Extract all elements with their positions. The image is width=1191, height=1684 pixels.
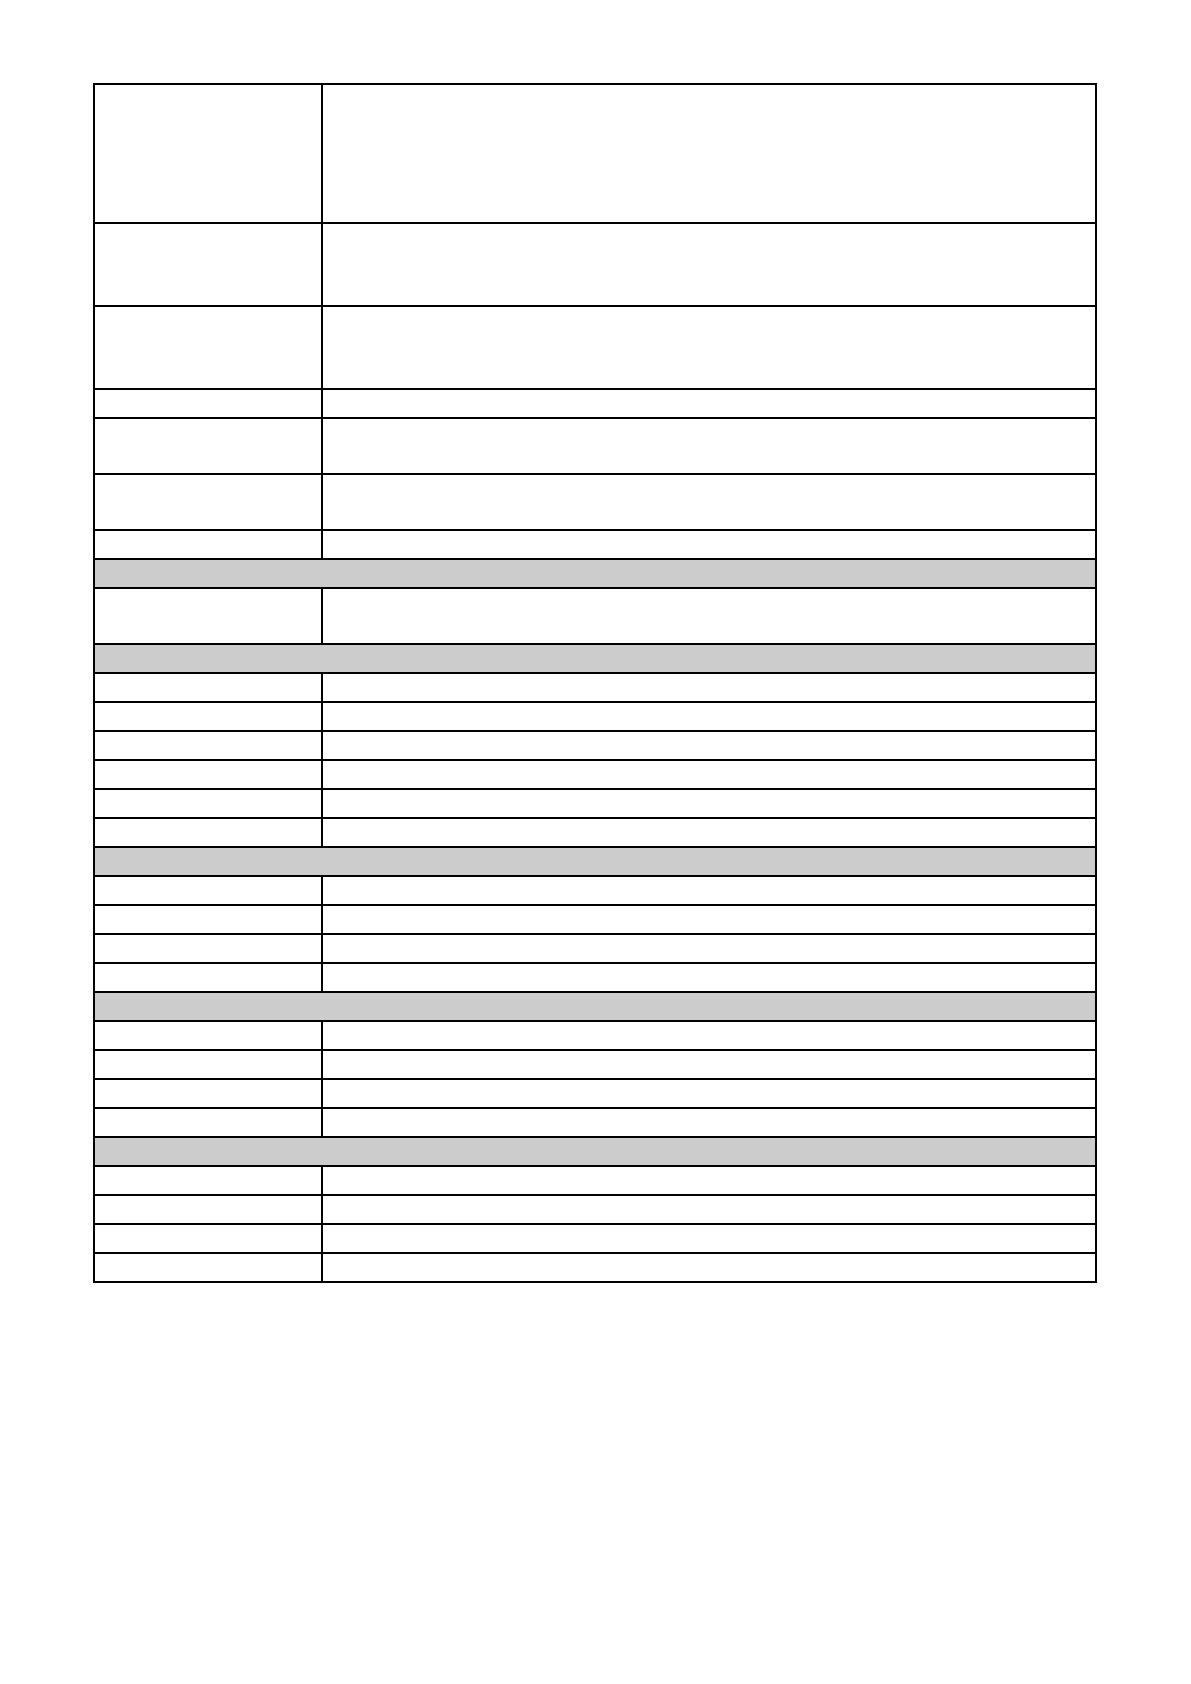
field-label [94, 1253, 322, 1282]
form-row [94, 673, 1096, 702]
field-label [94, 1224, 322, 1253]
form-row [94, 530, 1096, 559]
field-value [322, 223, 1096, 306]
field-label [94, 905, 322, 934]
field-value [322, 760, 1096, 789]
field-label [94, 306, 322, 389]
field-value [322, 1108, 1096, 1137]
field-value [322, 818, 1096, 847]
field-label [94, 418, 322, 474]
field-value [322, 702, 1096, 731]
field-value [322, 905, 1096, 934]
field-label [94, 1108, 322, 1137]
field-label [94, 934, 322, 963]
section-header [94, 992, 1096, 1021]
form-row [94, 760, 1096, 789]
field-value [322, 1224, 1096, 1253]
field-value [322, 306, 1096, 389]
form-row [94, 588, 1096, 644]
field-label [94, 389, 322, 418]
field-label [94, 673, 322, 702]
field-label [94, 789, 322, 818]
field-value [322, 876, 1096, 905]
field-label [94, 876, 322, 905]
field-value [322, 673, 1096, 702]
field-value [322, 1050, 1096, 1079]
field-label [94, 760, 322, 789]
field-value [322, 1253, 1096, 1282]
form-row [94, 905, 1096, 934]
field-value [322, 1166, 1096, 1195]
field-value [322, 731, 1096, 760]
field-label [94, 223, 322, 306]
form-row [94, 1108, 1096, 1137]
field-value [322, 934, 1096, 963]
form-row [94, 223, 1096, 306]
section-header [94, 644, 1096, 673]
form-row [94, 1166, 1096, 1195]
section-header-row [94, 992, 1096, 1021]
field-value [322, 588, 1096, 644]
field-value [322, 474, 1096, 530]
field-label [94, 702, 322, 731]
section-header-row [94, 644, 1096, 673]
form-row [94, 789, 1096, 818]
field-label [94, 731, 322, 760]
field-label [94, 963, 322, 992]
form-row [94, 306, 1096, 389]
form-row [94, 731, 1096, 760]
field-label [94, 530, 322, 559]
field-label [94, 1021, 322, 1050]
form-row [94, 84, 1096, 223]
section-header-row [94, 559, 1096, 588]
form-row [94, 1021, 1096, 1050]
field-value [322, 963, 1096, 992]
form-row [94, 389, 1096, 418]
form-table [93, 83, 1097, 1283]
field-value [322, 1021, 1096, 1050]
field-label [94, 84, 322, 223]
field-value [322, 1195, 1096, 1224]
field-label [94, 1050, 322, 1079]
form-row [94, 702, 1096, 731]
field-value [322, 530, 1096, 559]
field-label [94, 474, 322, 530]
form-row [94, 418, 1096, 474]
form-row [94, 963, 1096, 992]
section-header [94, 1137, 1096, 1166]
field-value [322, 789, 1096, 818]
field-label [94, 588, 322, 644]
field-label [94, 1166, 322, 1195]
form-row [94, 1253, 1096, 1282]
section-header [94, 847, 1096, 876]
field-label [94, 1079, 322, 1108]
form-row [94, 934, 1096, 963]
section-header [94, 559, 1096, 588]
form-row [94, 1195, 1096, 1224]
field-value [322, 84, 1096, 223]
field-label [94, 1195, 322, 1224]
field-label [94, 818, 322, 847]
form-row [94, 474, 1096, 530]
form-row [94, 1224, 1096, 1253]
field-value [322, 389, 1096, 418]
section-header-row [94, 1137, 1096, 1166]
field-value [322, 1079, 1096, 1108]
form-row [94, 876, 1096, 905]
form-row [94, 1079, 1096, 1108]
form-row [94, 1050, 1096, 1079]
section-header-row [94, 847, 1096, 876]
form-row [94, 818, 1096, 847]
field-value [322, 418, 1096, 474]
